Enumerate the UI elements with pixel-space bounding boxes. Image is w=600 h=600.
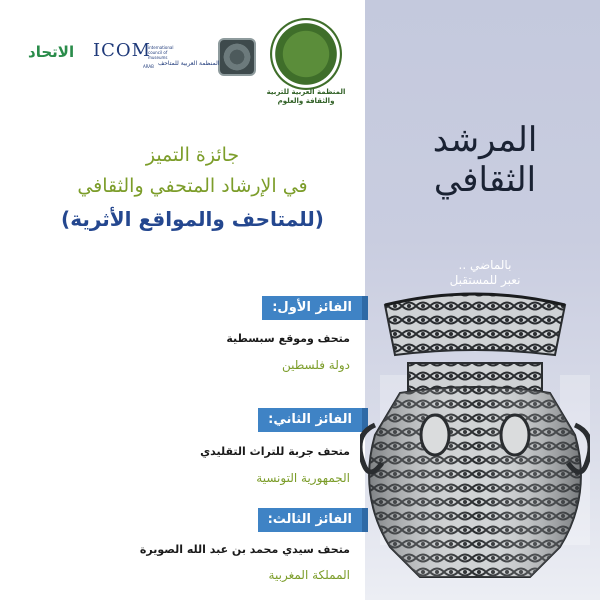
winner-1-country: دولة فلسطين: [281, 358, 350, 372]
title-line-3: (للمتاحف والمواقع الأثرية): [61, 207, 324, 231]
title-line-1: جائزة التميز: [145, 144, 240, 166]
title-line-2: في الإرشاد المتحفي والثقافي: [77, 175, 308, 197]
ettihad-logo-text: الاتحاد: [28, 43, 75, 61]
brand-title: [400, 120, 570, 200]
icom-arab-tag: ARAB: [143, 64, 154, 69]
icom-arabic-name: المنظمة العربية للمتاحف: [158, 60, 220, 67]
brand-line-1: المرشد: [432, 120, 538, 160]
brand-line-2: الثقافي: [433, 160, 537, 200]
winner-1-label: الفائز الأول:: [262, 296, 362, 320]
winner-3-country: المملكة المغربية: [268, 568, 350, 582]
alecso-caption: المنظمة العربية للتربية والثقافة والعلوم: [266, 88, 346, 105]
winner-2-label: الفائز الثاني:: [258, 408, 362, 432]
icom-logo-text: ICOM: [93, 40, 152, 61]
partner-logos: [0, 0, 365, 115]
vase-illustration: [360, 285, 590, 585]
museum-seal-icon: [218, 38, 256, 76]
winner-2-museum: متحف جربة للتراث التقليدي: [200, 445, 350, 458]
winner-3-label: الفائز الثالث:: [258, 508, 362, 532]
winner-1-museum: متحف وموقع سبسطية: [226, 332, 350, 345]
winner-2-country: الجمهورية التونسية: [256, 471, 350, 485]
alecso-logo-icon: [270, 18, 342, 90]
award-title: [20, 140, 365, 236]
mosque-lamp-vase-icon: [360, 285, 590, 585]
tagline-line-2: نعبر للمستقبل: [449, 273, 521, 287]
winner-3-museum: متحف سيدي محمد بن عبد الله الصويرة: [139, 543, 350, 556]
icom-subtitle: international council of museums: [148, 45, 174, 60]
brand-tagline: [410, 258, 560, 288]
tagline-line-1: بالماضي ..: [458, 258, 512, 272]
